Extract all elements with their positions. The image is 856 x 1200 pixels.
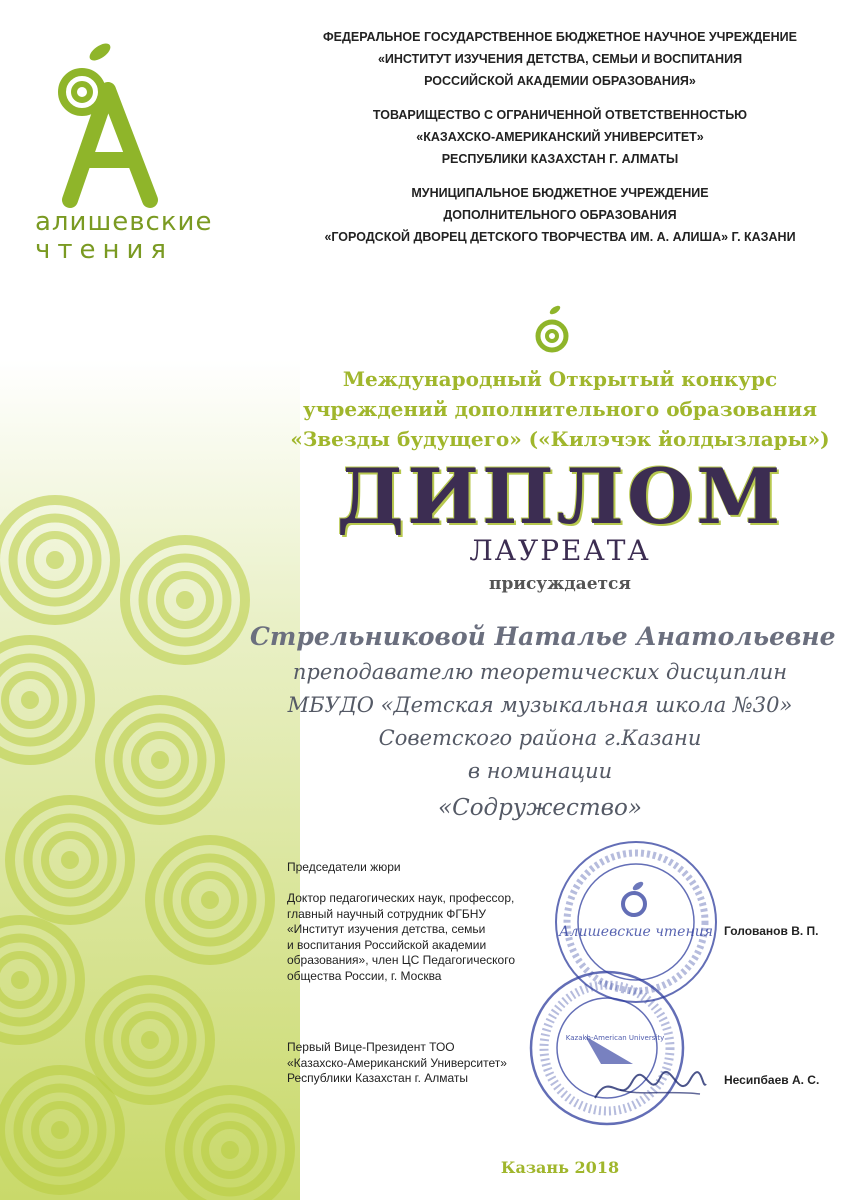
jury-line: общества России, г. Москва	[287, 968, 442, 983]
jury-line: Доктор педагогических наук, профессор,	[287, 891, 515, 905]
org-line: МУНИЦИПАЛЬНОЕ БЮДЖЕТНОЕ УЧРЕЖДЕНИЕ	[411, 186, 709, 200]
logo-subtitle: чтения	[35, 235, 174, 265]
recipient-line: преподавателю теоретических дисциплин	[292, 660, 788, 684]
organizations-header	[300, 26, 820, 248]
org-line: РОССИЙСКОЙ АКАДЕМИИ ОБРАЗОВАНИЯ»	[424, 74, 696, 88]
jury-member-2-description	[287, 1040, 557, 1087]
org-line: «ГОРОДСКОЙ ДВОРЕЦ ДЕТСКОГО ТВОРЧЕСТВА ИМ. А. АЛИША» Г. КАЗАНИ	[324, 230, 796, 244]
jury-member-1-name: Голованов В. П.	[724, 924, 819, 938]
recipient-line: Советского района г.Казани	[378, 726, 702, 750]
jury-line: «Институт изучения детства, семьи	[287, 922, 486, 936]
stamp2-text: Kazakh-American University	[565, 1034, 665, 1042]
org-line: «КАЗАХСКО-АМЕРИКАНСКИЙ УНИВЕРСИТЕТ»	[416, 130, 704, 144]
jury-line: образования», член ЦС Педагогического	[287, 953, 515, 967]
logo-title: алишевские	[35, 207, 213, 237]
org-line: ДОПОЛНИТЕЛЬНОГО ОБРАЗОВАНИЯ	[443, 208, 677, 222]
recipient-line: в номинации	[467, 759, 613, 783]
jury-line: «Казахско-Американский Университет»	[287, 1055, 507, 1070]
recipient-line: МБУДО «Детская музыкальная школа №30»	[287, 693, 793, 717]
org-line: ТОВАРИЩЕСТВО С ОГРАНИЧЕННОЙ ОТВЕТСТВЕННОСТЬЮ	[372, 108, 748, 122]
laureate-subtitle: ЛАУРЕАТА	[469, 534, 651, 567]
handwritten-signature	[590, 1060, 710, 1110]
jury-line: главный научный сотрудник ФГБНУ	[287, 906, 487, 921]
jury-line: и воспитания Российской академии	[287, 937, 487, 952]
contest-line: учреждений дополнительного образования	[302, 397, 818, 421]
jury-heading: Председатели жюри	[287, 860, 401, 874]
jury-line: Республики Казахстан г. Алматы	[287, 1071, 469, 1085]
recipient-name: Стрельниковой Наталье Анатольевне	[250, 622, 836, 651]
awarded-text: присуждается	[489, 574, 631, 594]
apple-swirl-icon	[534, 302, 570, 356]
nomination-name: «Содружество»	[438, 795, 642, 821]
org-line: ФЕДЕРАЛЬНОЕ ГОСУДАРСТВЕННОЕ БЮДЖЕТНОЕ НАУЧНОЕ УЧРЕЖДЕНИЕ	[322, 30, 797, 44]
diploma-title: ДИПЛОМ	[336, 452, 784, 541]
jury-line: Первый Вице-Президент ТОО	[287, 1040, 455, 1054]
stamp1-text: Алишевские чтения	[559, 924, 713, 940]
contest-line: «Звезды будущего» («Килэчэк йолдызлары»)	[290, 427, 830, 451]
contest-line: Международный Открытый конкурс	[342, 367, 778, 391]
contest-title	[280, 364, 840, 454]
org-line: РЕСПУБЛИКИ КАЗАХСТАН Г. АЛМАТЫ	[441, 152, 679, 166]
org-line: «ИНСТИТУТ ИЗУЧЕНИЯ ДЕТСТВА, СЕМЬИ И ВОСПИТАНИЯ	[377, 52, 743, 66]
jury-member-1-description	[287, 891, 557, 984]
recipient-block	[250, 618, 836, 828]
footer-city-year: Казань 2018	[500, 1158, 620, 1177]
jury-member-2-name: Несипбаев А. С.	[724, 1073, 820, 1087]
